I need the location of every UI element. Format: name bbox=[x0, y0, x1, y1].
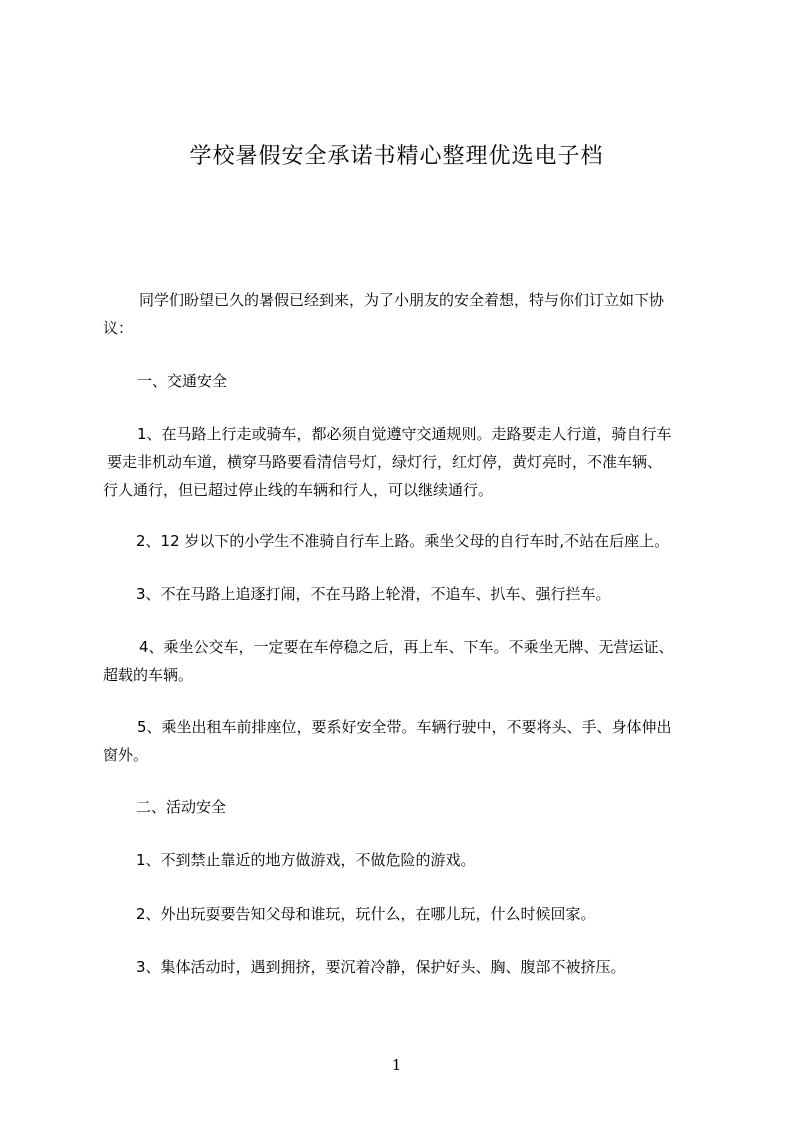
intro-line: 议： bbox=[103, 319, 134, 337]
activity-rule-2 bbox=[103, 900, 713, 928]
paragraph-line: 5、乘坐出租车前排座位，要系好安全带。车辆行驶中，不要将头、手、身体伸出 bbox=[137, 718, 672, 736]
activity-rule-3 bbox=[103, 953, 713, 981]
paragraph-line: 1、在马路上行走或骑车，都必须自觉遵守交通规则。走路要走人行道，骑自行车 bbox=[137, 425, 672, 443]
paragraph-line: 4、乘坐公交车，一定要在车停稳之后，再上车、下车。不乘坐无牌、无营运证、 bbox=[139, 638, 674, 656]
section-heading-text: 一、交通安全 bbox=[137, 372, 228, 390]
intro-paragraph bbox=[103, 286, 713, 342]
document-title: 学校暑假安全承诺书精心整理优选电子档 bbox=[189, 144, 604, 169]
section-heading-activity bbox=[103, 793, 713, 821]
paragraph-line: 3、不在马路上追逐打闹，不在马路上轮滑，不追车、扒车、强行拦车。 bbox=[136, 585, 611, 603]
activity-rule-1 bbox=[103, 846, 713, 874]
section-heading-text: 二、活动安全 bbox=[136, 798, 227, 816]
traffic-rule-1 bbox=[103, 420, 713, 504]
page-number: 1 bbox=[391, 1056, 402, 1074]
traffic-rule-2 bbox=[103, 527, 713, 555]
traffic-rule-5 bbox=[103, 713, 713, 769]
paragraph-line: 2、外出玩耍要告知父母和谁玩，玩什么，在哪儿玩，什么时候回家。 bbox=[136, 905, 596, 923]
traffic-rule-3 bbox=[103, 580, 713, 608]
paragraph-line: 超载的车辆。 bbox=[103, 666, 194, 684]
paragraph-line: 窗外。 bbox=[103, 746, 149, 764]
paragraph-line: 要走非机动车道，横穿马路要看清信号灯，绿灯行，红灯停，黄灯亮时，不准车辆、 bbox=[107, 453, 663, 471]
paragraph-line: 1、不到禁止靠近的地方做游戏，不做危险的游戏。 bbox=[136, 851, 476, 869]
intro-line: 同学们盼望已久的暑假已经到来，为了小朋友的安全着想，特与你们订立如下协 bbox=[139, 291, 665, 309]
section-heading-traffic bbox=[103, 367, 713, 395]
paragraph-line: 行人通行，但已超过停止线的车辆和行人，可以继续通行。 bbox=[103, 481, 494, 499]
traffic-rule-4 bbox=[103, 633, 713, 689]
paragraph-line: 3、集体活动时，遇到拥挤，要沉着冷静，保护好头、胸、腹部不被挤压。 bbox=[136, 958, 626, 976]
paragraph-line: 2、12 岁以下的小学生不准骑自行车上路。乘坐父母的自行车时,不站在后座上。 bbox=[136, 532, 670, 550]
